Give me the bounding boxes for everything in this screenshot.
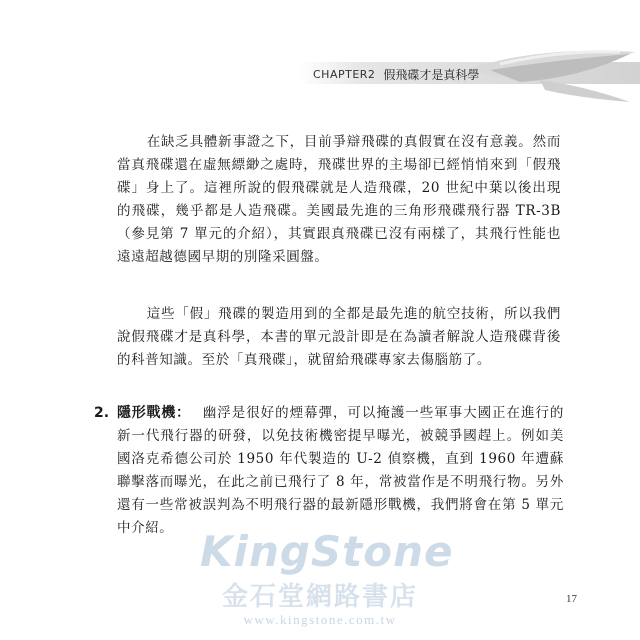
chapter-header xyxy=(313,64,479,84)
item-heading: 隱形戰機： xyxy=(117,405,191,421)
body-paragraph-2: 這些「假」飛碟的製造用到的全都是最先進的航空技術，所以我們說假飛碟才是真科學，本書的單元設計即是在為讀者解說人造飛碟背後的科普知識。至於「真飛碟」，就留給飛碟專家去傷腦筋了。 xyxy=(117,306,561,368)
chapter-title: 假飛碟才是真科學 xyxy=(383,67,480,82)
watermark-brand: KingStone xyxy=(200,527,454,576)
watermark-chinese-name: 金石堂網路書店 xyxy=(221,582,418,612)
chapter-label: CHAPTER2 xyxy=(313,67,376,81)
kingstone-watermark xyxy=(200,527,454,640)
item-text: 幽浮是很好的煙幕彈，可以掩護一些軍事大國正在進行的新一代飛行器的研發，以免技術機密提早曝光，被競爭國趕上。例如美國洛克希德公司於 1950 年代製造的 U-2 偵察機，直到 1960 年遭蘇聯擊落而曝光，在此之前已飛行了 8 年，常被當作是不明飛行物。另外還有一些常被誤判為不明飛行器的最新隱形戰機，我們將會在第 5 單元中介紹。 xyxy=(117,405,565,536)
numbered-item-2 xyxy=(94,402,564,540)
page-number: 17 xyxy=(566,593,577,605)
item-body xyxy=(117,402,564,540)
body-paragraph-1: 在缺乏具體新事證之下，目前爭辯飛碟的真假實在沒有意義。然而當真飛碟還在虛無縹緲之處時，飛碟世界的主場卻已經悄悄來到「假飛碟」身上了。這裡所說的假飛碟就是人造飛碟，20 世紀中葉以後出現的飛碟，幾乎都是人造飛碟。美國最先進的三角形飛碟飛行器 TR-3B（參見第 7 單元的介紹），其實跟真飛碟已沒有兩樣了，其飛行性能也遠遠超越德國早期的別隆采圓盤。 xyxy=(117,134,561,265)
ufo-illustration-icon xyxy=(470,38,640,108)
watermark-url: www.kingstone.com.tw xyxy=(243,612,397,627)
item-number: 2. xyxy=(94,405,110,421)
